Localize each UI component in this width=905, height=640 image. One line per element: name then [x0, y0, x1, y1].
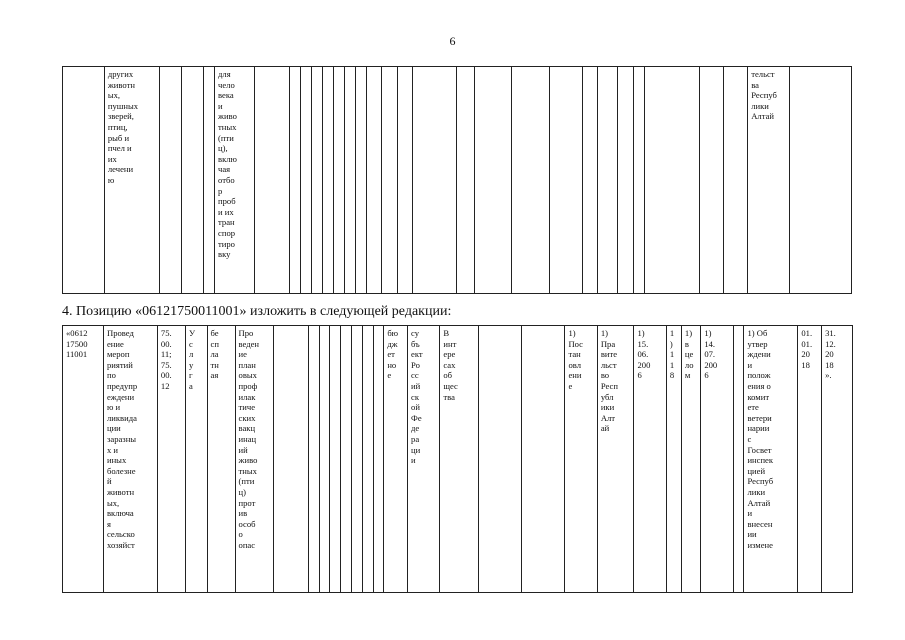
- cell-text: Про веден ие план овых проф илак тиче ских вакц инац ий живо тных (пти ц) прот ив особ о опас: [238, 328, 260, 550]
- cell-8: [289, 67, 300, 294]
- cell-11: [322, 67, 333, 294]
- cell-text: других животн ых, пушных зверей, птиц, рыб и пчел и их лечени ю: [107, 69, 139, 185]
- cell-17: [397, 67, 412, 294]
- cell-15: [384, 326, 408, 593]
- cell-23: [582, 67, 597, 294]
- cell-24: [598, 67, 618, 294]
- cell-22: [634, 326, 666, 593]
- cell-18: [479, 326, 522, 593]
- cell-text: 1) 14. 07. 200 6: [704, 328, 718, 381]
- cell-9: [319, 326, 330, 593]
- cell-24: [681, 326, 700, 593]
- cell-18: [413, 67, 457, 294]
- cell-3: [157, 326, 185, 593]
- cell-13: [345, 67, 356, 294]
- cell-5: [204, 67, 215, 294]
- cell-26: [733, 326, 744, 593]
- cell-12: [351, 326, 362, 593]
- cell-29: [723, 67, 747, 294]
- cell-4: [181, 67, 203, 294]
- cell-text: 1) Об утвер ждени и полож ения о комит ете ветери нарии с Госвет инспек цией Респуб лики Алтай и внесен ии измене: [747, 328, 774, 550]
- cell-19: [457, 67, 475, 294]
- cell-15: [367, 67, 382, 294]
- section-heading: 4. Позицию «06121750011001» изложить в следующей редакции:: [62, 304, 452, 319]
- cell-1: [63, 67, 105, 294]
- cell-text: 31. 12. 20 18 ».: [825, 328, 836, 381]
- cell-2: [104, 67, 159, 294]
- cell-28: [798, 326, 822, 593]
- cell-30: [748, 67, 790, 294]
- cell-text: су бъ ект Ро сс ий ск ой Фе де ра ци и: [411, 328, 423, 466]
- cell-11: [341, 326, 352, 593]
- cell-10: [330, 326, 341, 593]
- page-number: 6: [449, 34, 456, 48]
- cell-13: [362, 326, 373, 593]
- continuation-table: [62, 66, 852, 294]
- cell-25: [618, 67, 633, 294]
- cell-text: тельст ва Респуб лики Алтай: [751, 69, 777, 122]
- cell-3: [159, 67, 181, 294]
- cell-text: 1) в це ло м: [684, 328, 694, 381]
- cell-31: [790, 67, 852, 294]
- cell-12: [334, 67, 345, 294]
- cell-1: [63, 326, 104, 593]
- cell-6: [215, 67, 255, 294]
- cell-21: [512, 67, 549, 294]
- cell-text: 1) Пос тан овл ени е: [568, 328, 584, 391]
- cell-text: бю дж ет но е: [387, 328, 399, 381]
- cell-19: [522, 326, 565, 593]
- cell-10: [311, 67, 322, 294]
- cell-7: [274, 326, 309, 593]
- cell-14: [356, 67, 367, 294]
- cell-text: 75. 00. 11; 75. 00. 12: [160, 328, 172, 391]
- cell-9: [300, 67, 311, 294]
- position-table: [62, 325, 852, 593]
- cell-4: [185, 326, 207, 593]
- cell-21: [597, 326, 634, 593]
- cell-16: [382, 67, 397, 294]
- cell-8: [308, 326, 319, 593]
- cell-text: 1 ) 1 1 8: [669, 328, 675, 381]
- cell-6: [235, 326, 274, 593]
- cell-27: [644, 67, 699, 294]
- cell-22: [549, 67, 582, 294]
- cell-text: 01. 01. 20 18: [801, 328, 813, 370]
- cell-27: [744, 326, 798, 593]
- cell-14: [373, 326, 384, 593]
- cell-2: [103, 326, 157, 593]
- cell-25: [701, 326, 733, 593]
- cell-20: [565, 326, 597, 593]
- cell-text: Провед ение мероп риятий по предупр еждени ю и ликвида ции заразны х и иных болезне й животн ых, включа я сельско хозяйст: [106, 328, 138, 550]
- cell-28: [699, 67, 723, 294]
- cell-text: для чело века и живо тных (пти ц), вклю чая отбо р проб и их тран спор тиро вку: [218, 69, 237, 260]
- cell-text: бе сп ла тн ая: [210, 328, 219, 381]
- cell-text: 1) 15. 06. 200 6: [637, 328, 651, 381]
- cell-text: «0612 17500 11001: [66, 328, 88, 360]
- cell-text: 1) Пра вите льст во Респ убл ики Алт ай: [600, 328, 618, 434]
- cell-23: [666, 326, 681, 593]
- cell-26: [633, 67, 644, 294]
- cell-text: В инт ере сах об щес тва: [443, 328, 458, 402]
- cell-text: У с л у г а: [188, 328, 196, 391]
- cell-20: [475, 67, 512, 294]
- cell-17: [440, 326, 479, 593]
- cell-29: [822, 326, 852, 593]
- cell-16: [408, 326, 440, 593]
- cell-5: [207, 326, 235, 593]
- cell-7: [254, 67, 289, 294]
